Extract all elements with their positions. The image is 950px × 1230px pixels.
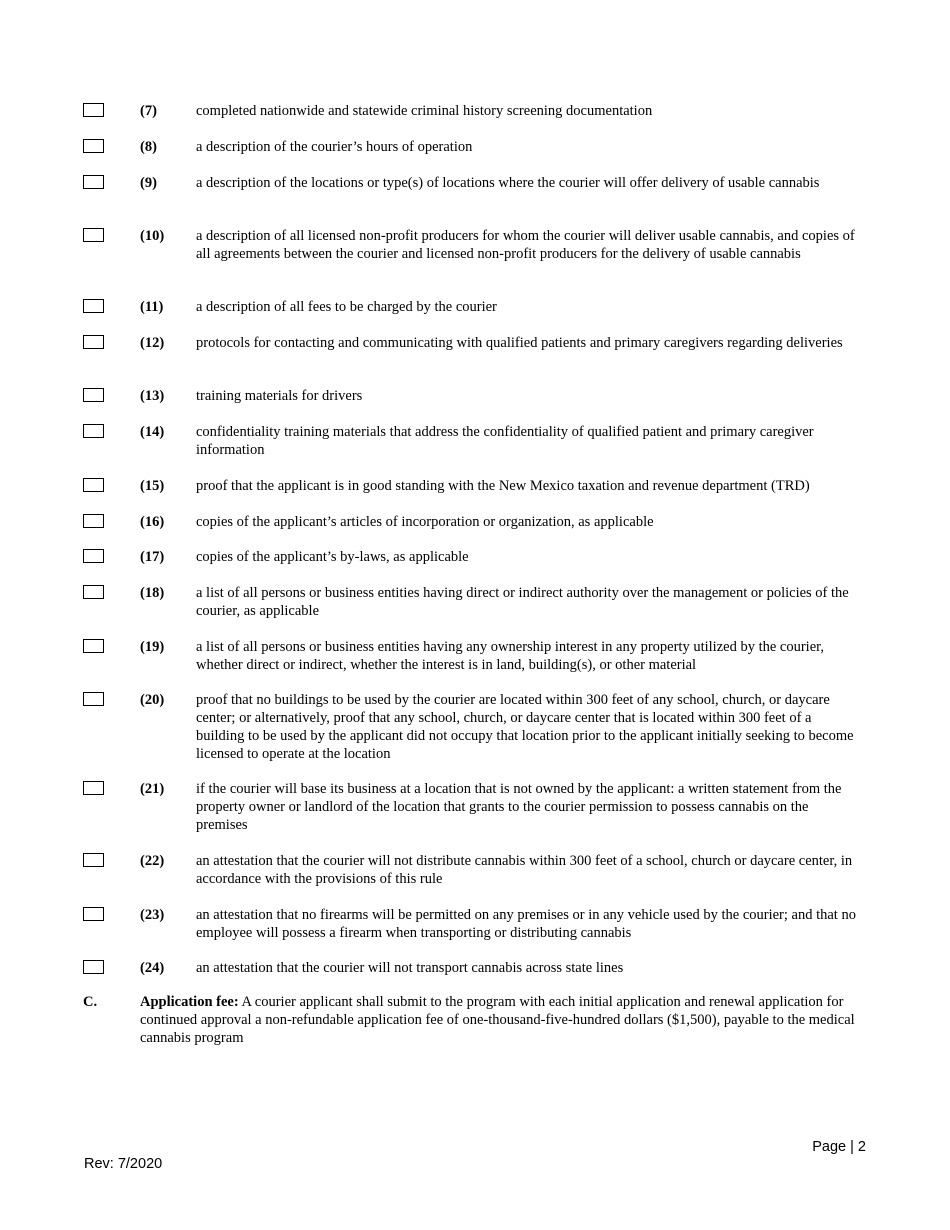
checkbox[interactable] bbox=[83, 514, 104, 528]
item-text: a list of all persons or business entities having any ownership interest in any property utilized by the courier, whether direct or indirect, whether the interest is in land, building(s), or other material bbox=[196, 639, 825, 673]
item-number: (16) bbox=[140, 514, 165, 530]
checkbox[interactable] bbox=[83, 960, 104, 974]
section-heading: Application fee: bbox=[140, 994, 239, 1010]
revision-label: Rev: 7/2020 bbox=[84, 1156, 163, 1172]
checkbox[interactable] bbox=[83, 478, 104, 492]
checkbox[interactable] bbox=[83, 692, 104, 706]
item-text: copies of the applicant’s by-laws, as applicable bbox=[196, 549, 469, 565]
checkbox[interactable] bbox=[83, 781, 104, 795]
checkbox[interactable] bbox=[83, 228, 104, 242]
item-number: (23) bbox=[140, 907, 165, 923]
checkbox[interactable] bbox=[83, 907, 104, 921]
item-text: an attestation that the courier will not transport cannabis across state lines bbox=[196, 960, 624, 976]
item-number: (11) bbox=[140, 299, 164, 315]
checkbox[interactable] bbox=[83, 585, 104, 599]
item-text: confidentiality training materials that address the confidentiality of qualified patient and primary caregiver information bbox=[196, 424, 814, 458]
item-number: (19) bbox=[140, 639, 165, 655]
item-text: a list of all persons or business entities having direct or indirect authority over the management or policies of the courier, as applicable bbox=[196, 585, 849, 619]
checkbox[interactable] bbox=[83, 335, 104, 349]
item-number: (22) bbox=[140, 853, 165, 869]
item-number: (8) bbox=[140, 139, 157, 155]
item-number: (9) bbox=[140, 175, 157, 191]
item-text: an attestation that the courier will not distribute cannabis within 300 feet of a school, church or daycare center, in accordance with the provisions of this rule bbox=[196, 853, 853, 887]
page-number: Page | 2 bbox=[812, 1139, 866, 1155]
item-number: (17) bbox=[140, 549, 165, 565]
item-text: a description of the locations or type(s) of locations where the courier will offer delivery of usable cannabis bbox=[196, 175, 820, 191]
checkbox[interactable] bbox=[83, 139, 104, 153]
section-text bbox=[140, 993, 864, 1047]
checkbox[interactable] bbox=[83, 853, 104, 867]
item-text: proof that the applicant is in good standing with the New Mexico taxation and revenue department (TRD) bbox=[196, 478, 810, 494]
item-number: (20) bbox=[140, 692, 165, 708]
item-number: (18) bbox=[140, 585, 165, 601]
item-number: (14) bbox=[140, 424, 165, 440]
item-number: (7) bbox=[140, 103, 157, 119]
checkbox[interactable] bbox=[83, 549, 104, 563]
section-body: A courier applicant shall submit to the program with each initial application and renewal application for continued approval a non-refundable application fee of one-thousand-five-hundred dollars ($1,500), payable to the medical cannabis program bbox=[140, 994, 855, 1046]
checkbox[interactable] bbox=[83, 388, 104, 402]
section-letter: C. bbox=[83, 994, 98, 1010]
checkbox[interactable] bbox=[83, 175, 104, 189]
item-text: a description of all licensed non-profit producers for whom the courier will deliver usable cannabis, and copies of all agreements between the courier and licensed non-profit producers for the delivery of usable cannabis bbox=[196, 228, 855, 262]
item-text: proof that no buildings to be used by the courier are located within 300 feet of any school, church, or daycare center; or alternatively, proof that any school, church, or daycare center that is located within 300 feet of a building to be used by the applicant did not occupy that location prior to the applicant initially seeking to become licensed to operate at the location bbox=[196, 692, 854, 762]
item-text: if the courier will base its business at a location that is not owned by the applicant: a written statement from the property owner or landlord of the location that grants to the courier permission to possess cannabis on the premises bbox=[196, 781, 842, 833]
item-text: protocols for contacting and communicating with qualified patients and primary caregivers regarding deliveries bbox=[196, 335, 843, 351]
item-text: an attestation that no firearms will be permitted on any premises or in any vehicle used by the courier; and that no employee will possess a firearm when transporting or distributing cannabis bbox=[196, 907, 856, 941]
checkbox[interactable] bbox=[83, 424, 104, 438]
item-text: completed nationwide and statewide criminal history screening documentation bbox=[196, 103, 653, 119]
item-text: a description of all fees to be charged by the courier bbox=[196, 299, 497, 315]
item-text: copies of the applicant’s articles of incorporation or organization, as applicable bbox=[196, 514, 654, 530]
item-text: a description of the courier’s hours of operation bbox=[196, 139, 473, 155]
item-number: (10) bbox=[140, 228, 165, 244]
checkbox[interactable] bbox=[83, 103, 104, 117]
item-number: (21) bbox=[140, 781, 165, 797]
item-number: (13) bbox=[140, 388, 165, 404]
checkbox[interactable] bbox=[83, 299, 104, 313]
item-number: (15) bbox=[140, 478, 165, 494]
item-number: (24) bbox=[140, 960, 165, 976]
checkbox[interactable] bbox=[83, 639, 104, 653]
item-text: training materials for drivers bbox=[196, 388, 363, 404]
item-number: (12) bbox=[140, 335, 165, 351]
